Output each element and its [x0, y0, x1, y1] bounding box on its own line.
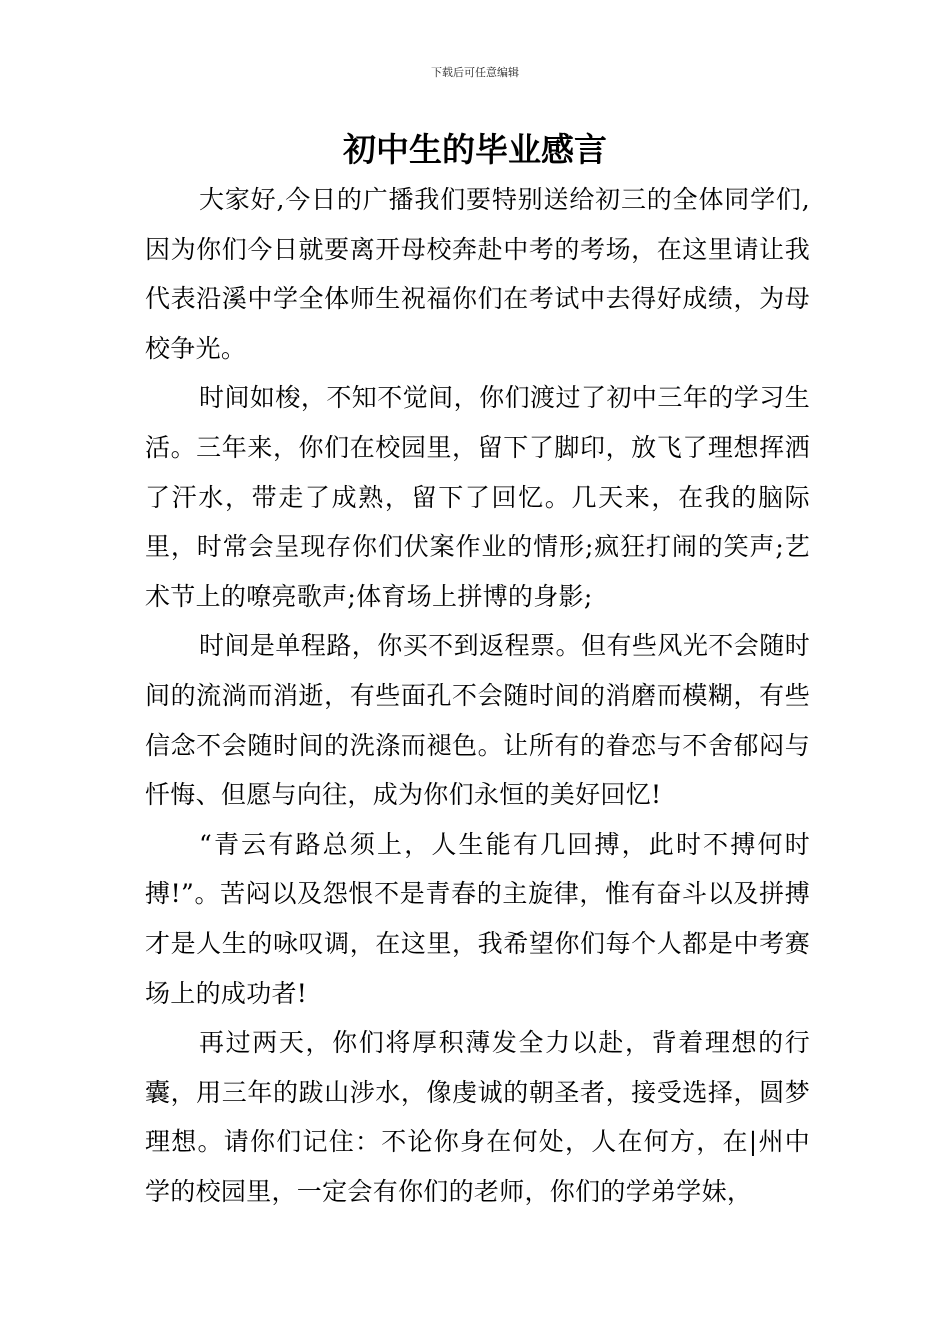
document-title: 初中生的毕业感言: [343, 130, 607, 169]
document-body: [145, 175, 810, 1216]
paragraph-3: 时间是单程路，你买不到返程票。但有些风光不会随时间的流淌而消逝，有些面孔不会随时间的消磨而模糊，有些信念不会随时间的洗涤而褪色。让所有的眷恋与不舍郁闷与忏悔、但愿与向往，成为你们永恒的美好回忆!: [145, 631, 810, 810]
paragraph-1: 大家好,今日的广播我们要特别送给初三的全体同学们,因为你们今日就要离开母校奔赴中考的考场，在这里请让我代表沿溪中学全体师生祝福你们在考试中去得好成绩，为母校争光。: [145, 185, 810, 363]
paragraph-2: 时间如梭，不知不觉间，你们渡过了初中三年的学习生活。三年来，你们在校园里，留下了脚印，放飞了理想挥洒了汗水，带走了成熟，留下了回忆。几天来，在我的脑际里，时常会呈现存你们伏案作业的情形;疯狂打闹的笑声;艺术节上的嘹亮歌声;体育场上拼博的身影;: [145, 383, 810, 611]
header-note: 下载后可任意编辑: [431, 66, 519, 79]
paragraph-4: “青云有路总须上，人生能有几回搏，此时不搏何时搏!”。苦闷以及怨恨不是青春的主旋律，惟有奋斗以及拼搏才是人生的咏叹调，在这里，我希望你们每个人都是中考赛场上的成功者!: [145, 829, 810, 1008]
paragraph-5: 再过两天，你们将厚积薄发全力以赴，背着理想的行囊，用三年的跋山涉水，像虔诚的朝圣者，接受选择，圆梦理想。请你们记住：不论你身在何处，人在何方，在|州中学的校园里，一定会有你们的老师，你们的学弟学妹，: [145, 1028, 810, 1206]
